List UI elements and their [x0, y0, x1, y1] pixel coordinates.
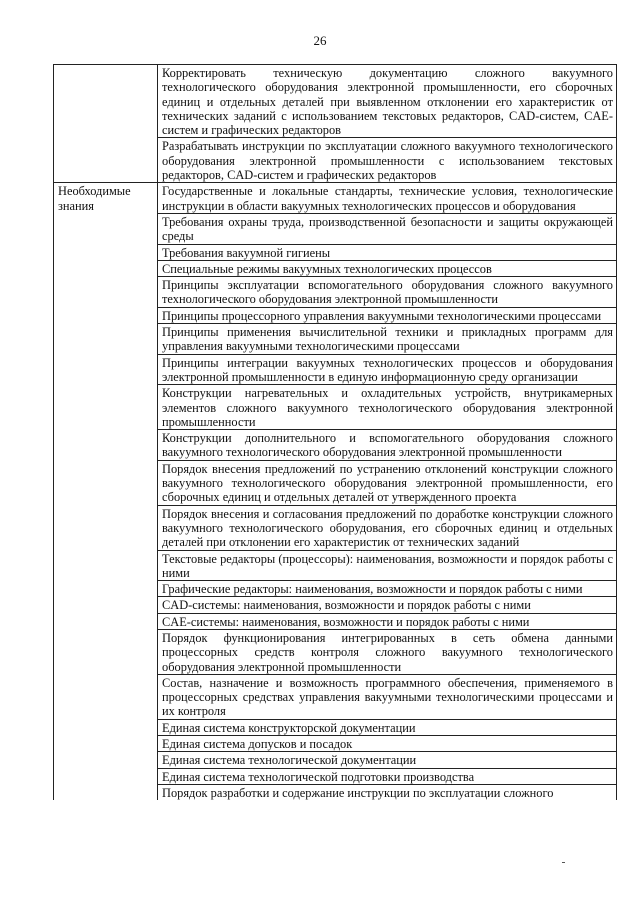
knowledge-item: Графические редакторы: наименования, возможности и порядок работы с ними	[158, 581, 617, 597]
knowledge-item: Порядок разработки и содержание инструкции по эксплуатации сложного	[158, 784, 617, 800]
knowledge-item: Принципы эксплуатации вспомогательного оборудования сложного вакуумного технологического оборудования электронной промышленности	[158, 277, 617, 308]
skill-item: Разрабатывать инструкции по эксплуатации сложного вакуумного технологического оборудования электронной промышленности с использованием текстовых редакторов, CAD-систем и графических редакторов	[158, 138, 617, 183]
knowledge-item: Государственные и локальные стандарты, технические условия, технологические инструкции в области вакуумных технологических процессов и оборудования	[158, 183, 617, 214]
knowledge-item: Требования вакуумной гигиены	[158, 244, 617, 260]
knowledge-item: Принципы интеграции вакуумных технологических процессов и оборудования электронной промышленности в единую информационную среду организации	[158, 354, 617, 385]
knowledge-item: Конструкции дополнительного и вспомогательного оборудования сложного вакуумного технологического оборудования электронной промышленности	[158, 430, 617, 461]
table-row	[54, 65, 617, 138]
knowledge-item: Порядок внесения и согласования предложений по доработке конструкции сложного вакуумного технологического оборудования, его сборочных единиц и отдельных деталей при отклонении его характеристик от технических заданий	[158, 505, 617, 550]
knowledge-item: Состав, назначение и возможность программного обеспечения, применяемого в процессорных средствах управления вакуумными технологическими процессами и их контроля	[158, 674, 617, 719]
knowledge-section-label: Необходимые знания	[54, 183, 158, 800]
knowledge-item: Единая система технологической документации	[158, 752, 617, 768]
knowledge-item: Единая система допусков и посадок	[158, 736, 617, 752]
labor-function-table	[53, 64, 617, 800]
skills-continuation-label-cell	[54, 65, 158, 183]
knowledge-item: Принципы применения вычислительной техники и прикладных программ для управления вакуумными технологическими процессами	[158, 324, 617, 355]
knowledge-item: Текстовые редакторы (процессоры): наименования, возможности и порядок работы с ними	[158, 550, 617, 581]
knowledge-item: Порядок внесения предложений по устранению отклонений конструкции сложного вакуумного технологического оборудования электронной промышленности, его сборочных единиц и отдельных деталей от утвержденного проекта	[158, 460, 617, 505]
knowledge-item: Конструкции нагревательных и охладительных устройств, внутрикамерных элементов сложного вакуумного технологического оборудования электронной промышленности	[158, 385, 617, 430]
knowledge-item: Единая система конструкторской документации	[158, 719, 617, 735]
table-row	[54, 183, 617, 214]
knowledge-item: CAE-системы: наименования, возможности и порядок работы с ними	[158, 613, 617, 629]
scan-mark	[562, 862, 565, 863]
knowledge-item: Порядок функционирования интегрированных в сеть обмена данными процессорных средств контроля сложного вакуумного технологического оборудования электронной промышленности	[158, 629, 617, 674]
knowledge-item: CAD-системы: наименования, возможности и порядок работы с ними	[158, 597, 617, 613]
knowledge-item: Специальные режимы вакуумных технологических процессов	[158, 260, 617, 276]
knowledge-item: Единая система технологической подготовки производства	[158, 768, 617, 784]
knowledge-item: Принципы процессорного управления вакуумными технологическими процессами	[158, 307, 617, 323]
skill-item: Корректировать техническую документацию сложного вакуумного технологического оборудования электронной промышленности, его сборочных единиц и отдельных деталей при выявленном отклонении его характеристик от технических заданий с использованием текстовых редакторов, CAD-систем, CAE-систем и графических редакторов	[158, 65, 617, 138]
page-number: 26	[313, 33, 327, 48]
knowledge-item: Требования охраны труда, производственной безопасности и защиты окружающей среды	[158, 213, 617, 244]
